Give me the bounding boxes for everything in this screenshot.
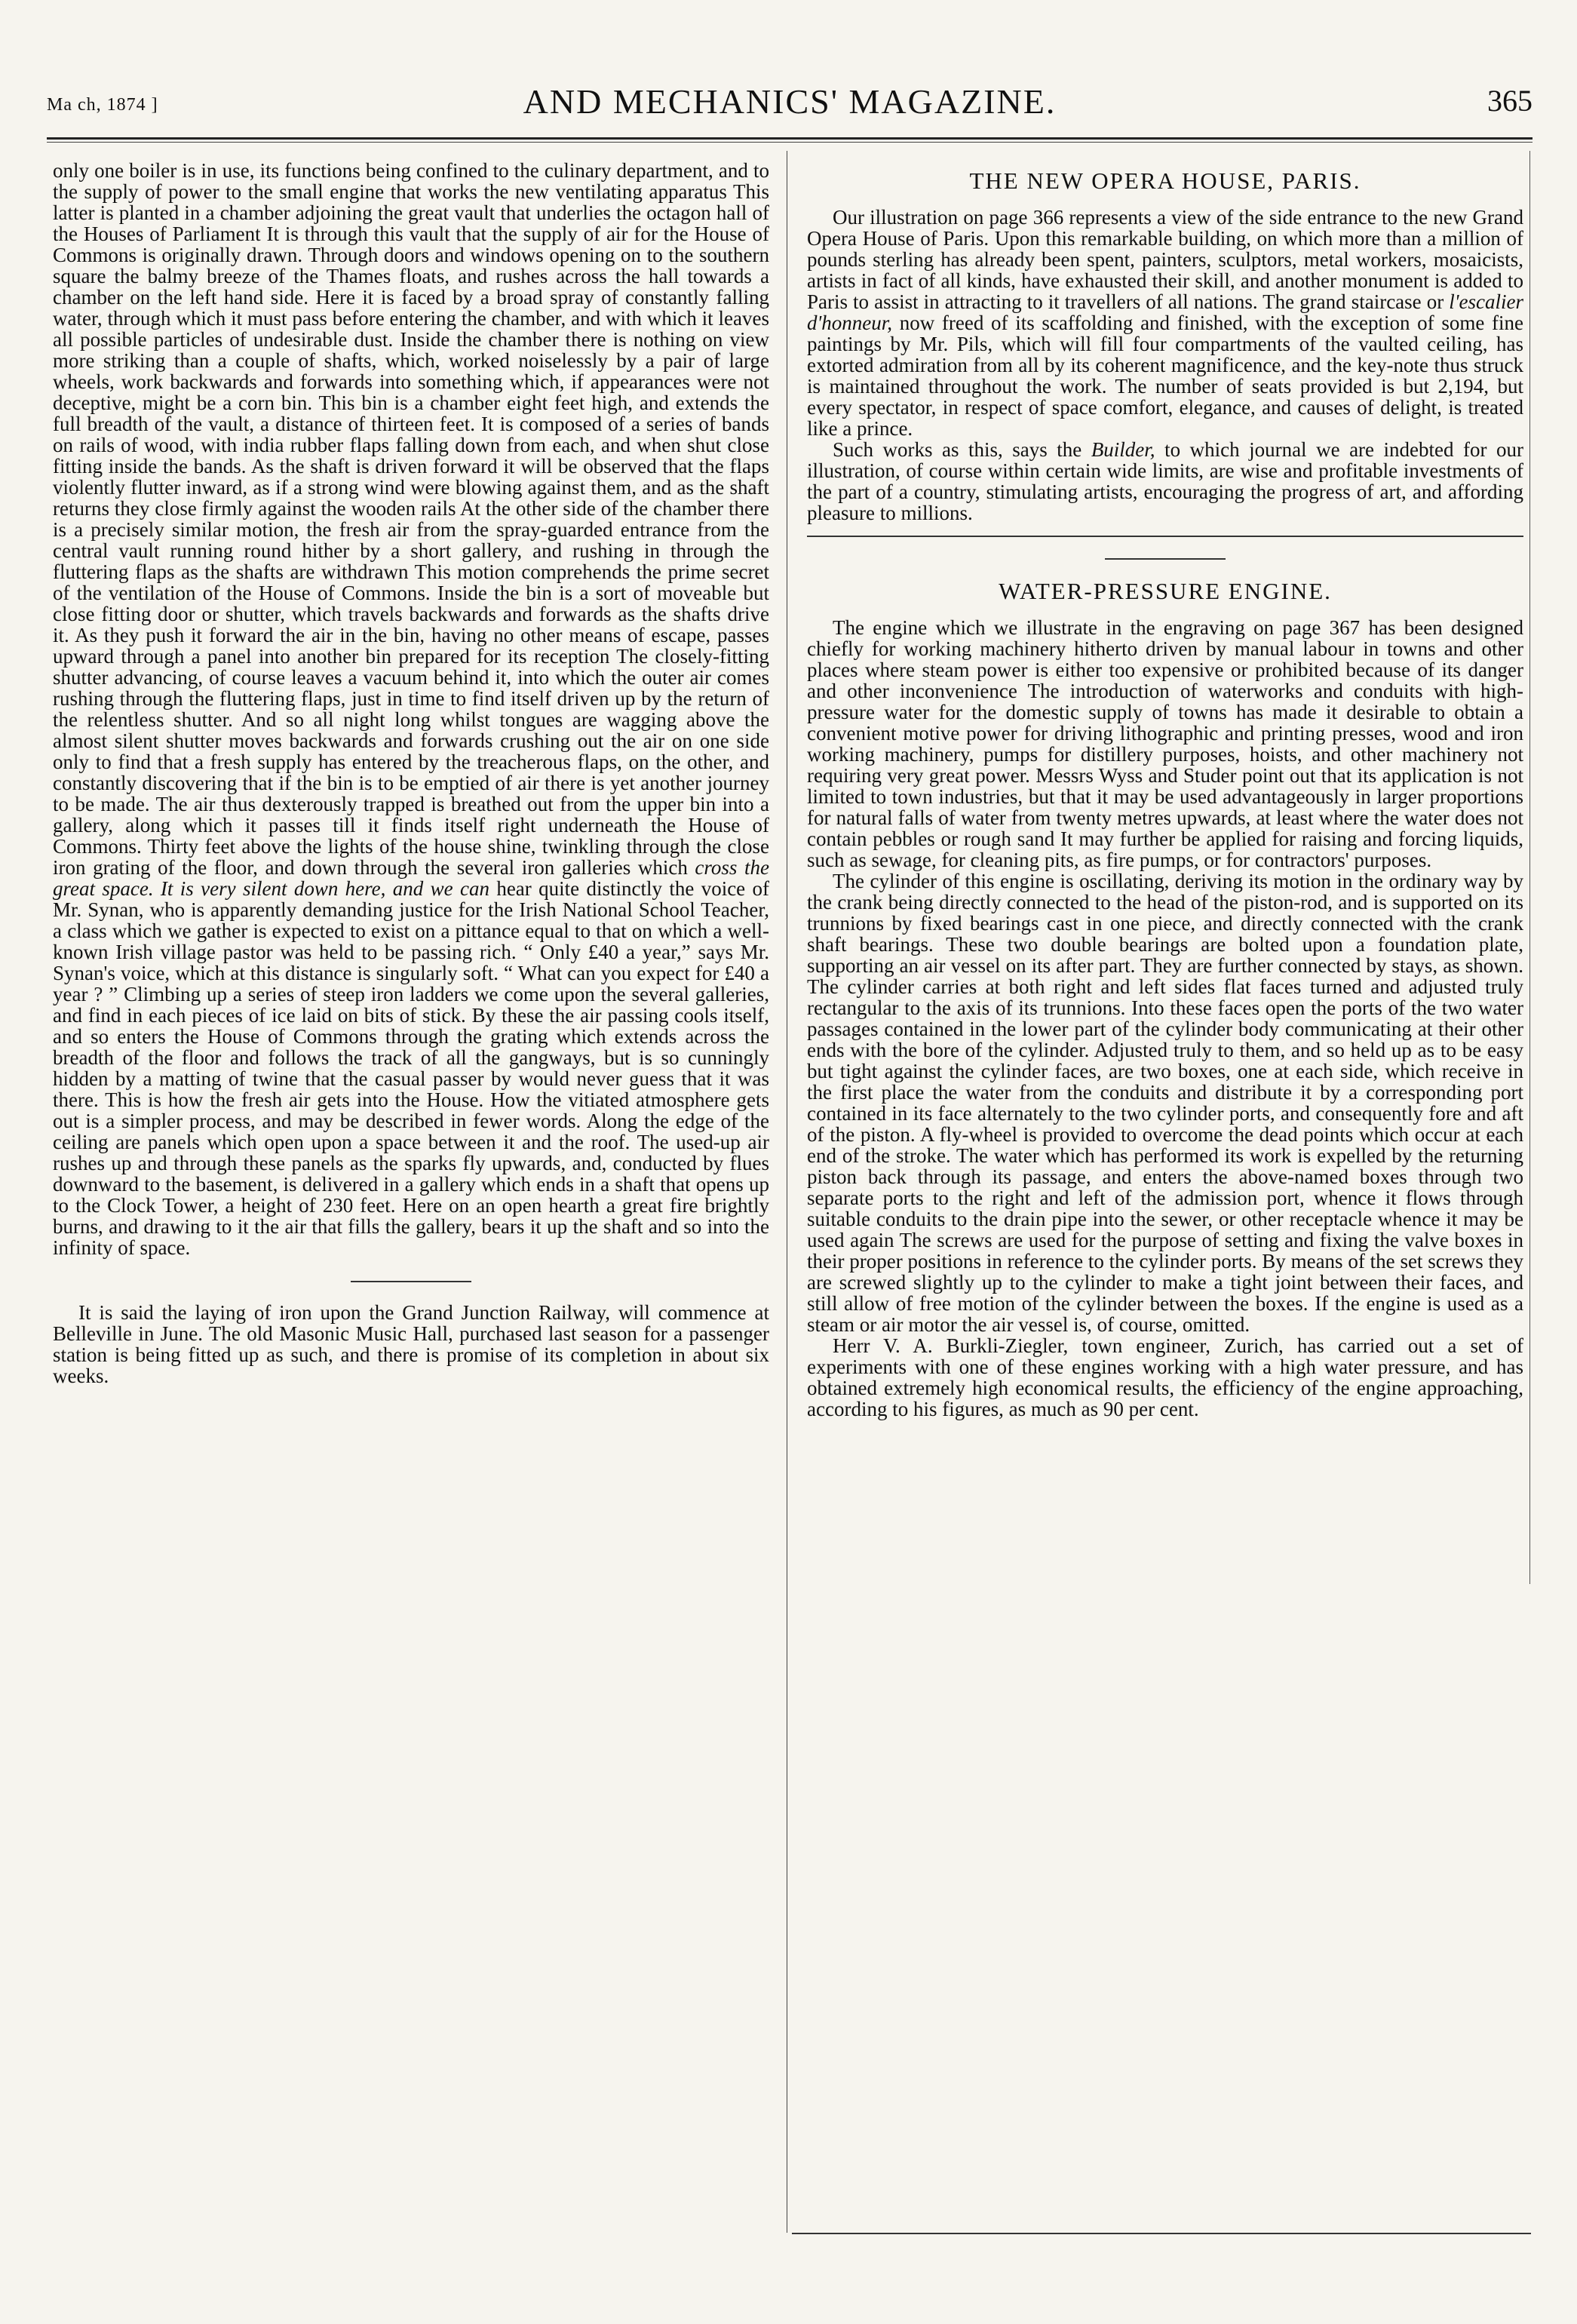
- water-engine-para1: The engine which we illustrate in the engraving on page 367 has been designed chiefly for working machinery hitherto driven by manual labour in towns and other places where steam power is either too expensive or prohibited because of its danger and other inconvenience The introduction of waterworks and conduits with high-pressure water for the domestic supply of towns has made it desirable to obtain a convenient motive power for driving lithographic and printing presses, wood and iron working machinery, pumps for distillery purposes, hoists, and other machinery not requiring very great power. Messrs Wyss and Studer point out that its application is not limited to town industries, but that it may be used advantageously in larger proportions for natural falls of water from twenty metres upwards, at least where the water does not contain pebbles or rough sand It may further be applied for raising and forcing liquids, such as sewage, for cleaning pits, as fire pumps, or for contractors' purposes.: [807, 616, 1523, 871]
- opera-house-title: THE NEW OPERA HOUSE, PARIS.: [969, 167, 1361, 194]
- section-separator-right: [1105, 558, 1226, 560]
- water-engine-title: WATER-PRESSURE ENGINE.: [999, 578, 1332, 604]
- right-column: [807, 160, 1523, 2234]
- ventilation-article: [53, 160, 769, 1258]
- section-separator: [351, 1281, 471, 1282]
- issue-date: Ma ch, 1874 ]: [47, 95, 158, 115]
- builder-italic: Builder,: [1091, 438, 1155, 461]
- opera-house-italic: l'escalier d'honneur,: [807, 290, 1523, 334]
- water-engine-para2: The cylinder of this engine is oscillating, deriving its motion in the ordinary way by the crank being directly connected to the head of the piston-rod, and is supported on its trunnions by fixed bearings cast in one piece, and directly connected with the crank shaft bearings. These two double bearings are bolted upon a foundation plate, supporting an air vessel on its after part. They are further connected by stays, as shown. The cylinder carries at both right and left sides flat faces turned and adjusted truly rectangular to the axis of its trunnions. Into these faces open the ports of the two water passages contained in the lower part of the cylinder body communicating at their other ends with the bore of the cylinder. Adjusted truly to them, and so held up as to be easy but tight against the cylinder faces, are two boxes, one at each side, which receive in the first place the water from the conduits and distribute it by a corresponding port contained in its face alternately to the two cylinder ports, and consequently fore and aft of the piston. A fly-wheel is provided to overcome the dead points which occur at each end of the stroke. The water which has performed its work is expelled by the returning piston back through its passage, and enters the above-named boxes through two separate ports to the right and left of the admission port, whence it flows through suitable conduits to the drain pipe into the sewer, or other receptacle whence it may be used again The screws are used for the purpose of setting and fixing the valve boxes in their proper positions in reference to the cylinder ports. By means of the set screws they are screwed slightly up to the cylinder to make a tight joint between their faces, and still allow of free motion of the cylinder between the boxes. If the engine is used as a steam or air motor the air vessel is, of course, omitted.: [807, 870, 1523, 1336]
- ventilation-italic: cross the great space. It is very silent down here, and we can: [53, 856, 769, 900]
- railway-note: It is said the laying of iron upon the Grand Junction Railway, will commence at Belleville in June. The old Masonic Music Hall, purchased last season for a passenger station is being fitted up as such, and there is promise of its completion in about six weeks.: [53, 1301, 769, 1387]
- opera-house-para2: [807, 439, 1523, 523]
- opera-house-article: [807, 167, 1524, 537]
- opera-house-text: Our illustration on page 366 represents a view of the side entrance to the new Grand Opera House of Paris. Upon this remarkable building, on which more than a million of pounds sterling has already been spent, painters, sculptors, metal workers, mosaicists, artists in fact of all kinds, have exhausted their skill, and another monument is added to Paris to assist in attracting to it travellers of all nations. The grand staircase or: [807, 206, 1523, 313]
- header-rule-thin: [47, 142, 1533, 143]
- opera-house-para2-b: to which journal we are indebted for our illustration, of course within certain wide limits, are wise and profitable investments of the part of a country, stimulating artists, encouraging the progress of art, and affording pleasure to millions.: [807, 438, 1524, 524]
- opera-house-text-cont: now freed of its scaffolding and finished, with the exception of some fine paintings by Mr. Pils, which will fill four compartments of the vaulted ceiling, has extorted admiration from all by its coherent magnificence, and the key-note thus struck is maintained throughout the work. The number of seats provided is but 2,194, but every spectator, in respect of space comfort, elegance, and causes of delight, is treated like a prince.: [807, 312, 1523, 440]
- right-frame-line: [1529, 151, 1530, 1584]
- ventilation-text: only one boiler is in use, its functions being confined to the culinary department, and to the supply of power to the small engine that works the new ventilating apparatus This latter is planted in a chamber adjoining the great vault that underlies the octagon hall of the Houses of Parliament It is through this vault that the supply of air for the House of Commons is originally drawn. Through doors and windows opening on to the southern square the balmy breeze of the Thames floats, and rushes across the hall towards a chamber on the left hand side. Here it is faced by a broad spray of constantly falling water, through which it must pass before entering the chamber, and with which it leaves all possible particles of undesirable dust. Inside the chamber there is nothing on view more striking than a couple of shafts, which, worked noiselessly by a pair of large wheels, work backwards and forwards into something which, if appearances were not deceptive, might be a corn bin. This bin is a chamber eight feet high, and extends the full breadth of the vault, a distance of thirteen feet. It is composed of a series of bands on rails of wood, with india rubber flaps falling down from each, and when shut close fitting inside the bands. As the shaft is driven forward it will be observed that the flaps violently flutter inward, as if a strong wind were blowing against them, and as the shaft returns they close firmly against the wooden rails At the other side of the chamber there is a precisely similar motion, the fresh air from the spray-guarded entrance from the central vault running round hither by a short gallery, and rushing in through the fluttering flaps as the shafts are withdrawn This motion comprehends the prime secret of the ventilation of the House of Commons. Inside the bin is a sort of moveable but close fitting door or shutter, which travels backwards and forwards as the shafts drive it. As they push it forward the air in the bin, having no other means of escape, passes upward through a panel into another bin prepared for its reception The closely-fitting shutter advancing, of course leaves a vacuum behind it, into which the outer air comes rushing through the fluttering flaps, just in time to find itself driven up by the return of the relentless shutter. And so all night long whilst tongues are wagging above the almost silent shutter moves backwards and forwards crushing out the air on one side only to find that a fresh supply has entered by the treacherous flaps, on the other, and constantly discovering that if the bin is to be emptied of air there is yet another journey to be made. The air thus dexterously trapped is breathed out from the upper bin into a gallery, along which it passes till it finds itself right underneath the House of Commons. Thirty feet above the lights of the house shine, twinkling through the close iron grating of the floor, and down through the several iron galleries which: [53, 159, 769, 879]
- page-header: [47, 81, 1533, 127]
- page-number: 365: [1487, 84, 1533, 118]
- left-column: [53, 160, 769, 2234]
- header-rule: [47, 137, 1533, 140]
- ventilation-text-cont: hear quite distinctly the voice of Mr. Synan, who is apparently demanding justice for the Irish National School Teacher, a class which we gather is expected to exist on a pittance equal to that on which a well-known Irish village pastor was held to be passing rich. “ Only £40 a year,” says Mr. Synan's voice, which at this distance is singularly soft. “ What can you expect for £40 a year ? ” Climbing up a series of steep iron ladders we come upon the several galleries, and find in each pieces of ice laid on bits of stick. By these the air passing cools itself, and so enters the House of Commons through the grating which extends across the breadth of the floor and follows the track of all the gangways, but is so cunningly hidden by a matting of twine that the casual passer by would never guess that it was there. This is how the fresh air gets into the House. How the vitiated atmosphere gets out is a simpler process, and may be described in fewer words. Along the edge of the ceiling are panels which open upon a space between it and the roof. The used-up air rushes up and through these panels as the sparks fly upwards, and, conducted by flues downward to the basement, is delivered in a gallery which ends in a shaft that opens up to the Clock Tower, a height of 230 feet. Here on an open hearth a great fire brightly burns, and drawing to it the air that fills the gallery, bears it up the shaft and so into the infinity of space.: [53, 877, 770, 1259]
- magazine-title: AND MECHANICS' MAGAZINE.: [523, 82, 1057, 121]
- opera-house-para1: [807, 207, 1523, 439]
- opera-house-para2-a: Such works as this, says the: [833, 438, 1082, 461]
- water-engine-para3: Herr V. A. Burkli-Ziegler, town engineer, Zurich, has carried out a set of experiments with one of these engines working with a high water pressure, and has obtained extremely high economical results, the efficiency of the engine approaching, according to his figures, as much as 90 per cent.: [807, 1334, 1523, 1420]
